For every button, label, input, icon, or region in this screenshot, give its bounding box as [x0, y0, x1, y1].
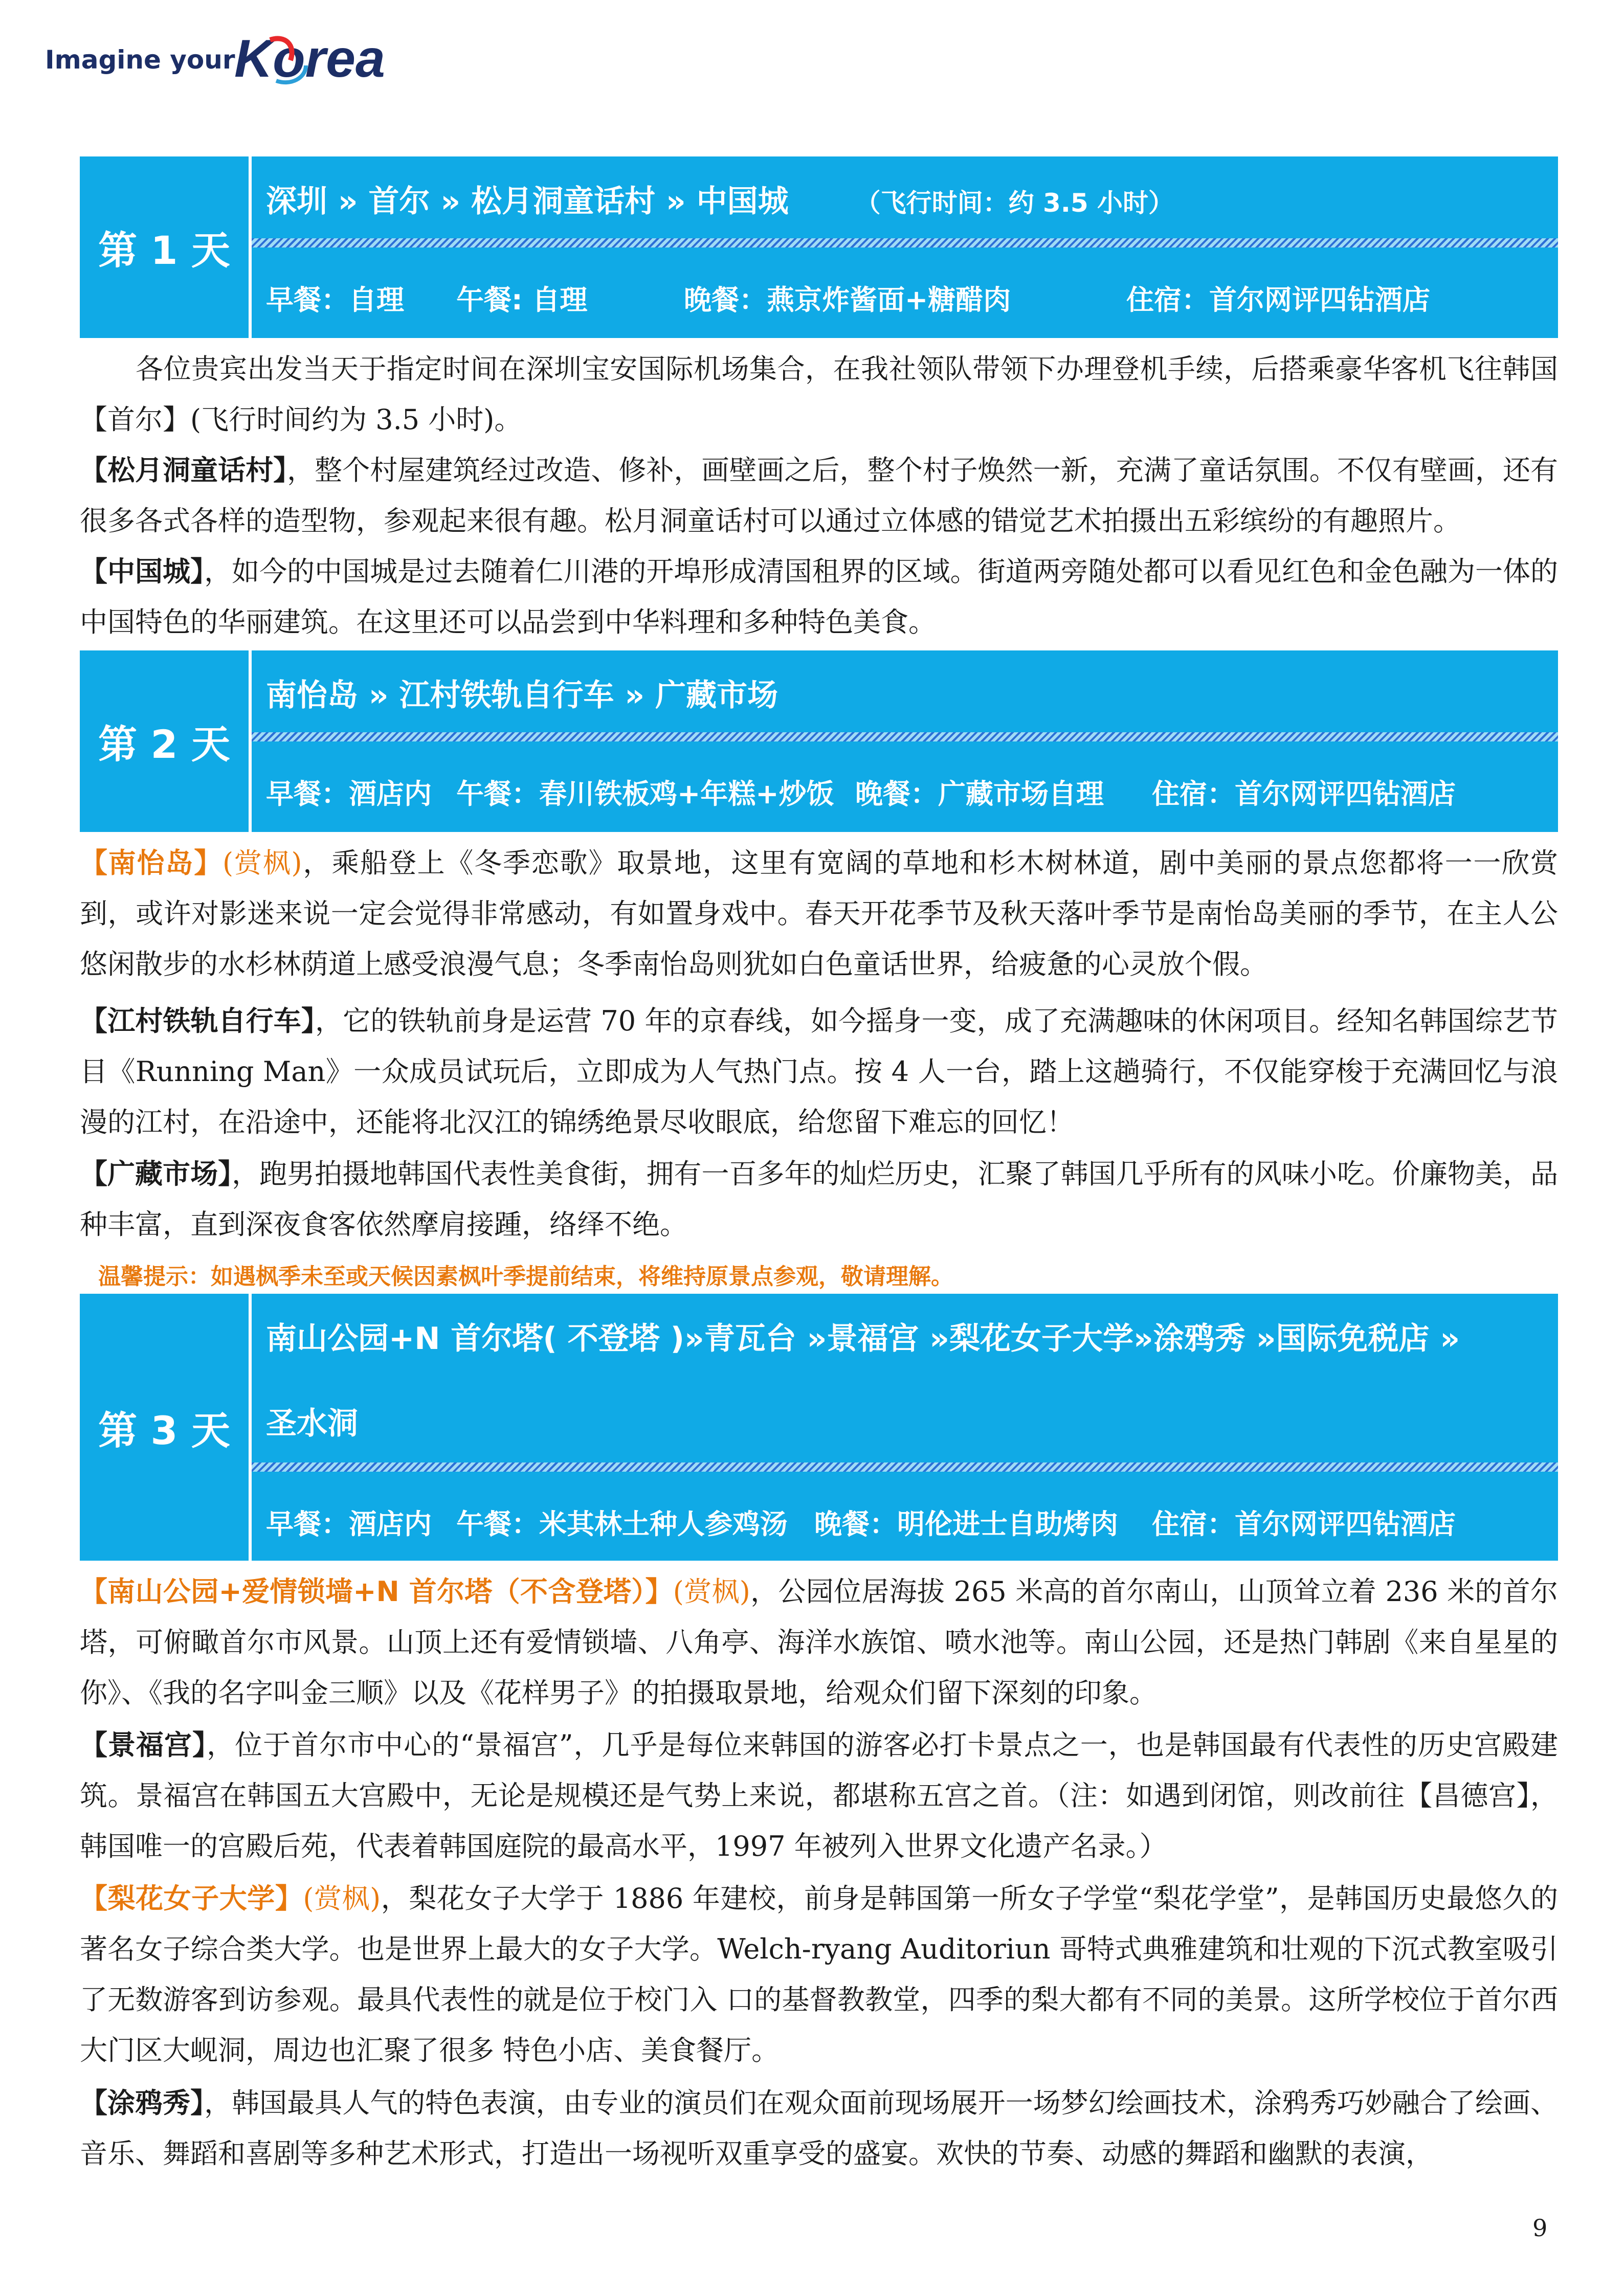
- day1-header: [80, 156, 1558, 338]
- day1-flight-time: （飞行时间：约 3.5 小时）: [855, 188, 1174, 218]
- day3-namsan-text: ，公园位居海拔 265 米高的首尔南山，山顶耸立着 236 米的首尔塔，可俯瞰首尔市风景。山顶上还有爱情锁墙、八角亭、海洋水族馆、喷水池等。南山公园，还是热门韩剧《来自星星的你》、《我的名字叫金三顺》以及《花样男子》的拍摄取景地，给观众们留下深刻的印象。: [80, 1575, 1559, 1709]
- day2-para-gwangjang: [80, 1149, 1558, 1250]
- logo-prefix: Imagine your: [45, 45, 235, 75]
- day3-para-namsan: [80, 1566, 1558, 1718]
- day2-nami-tag: (赏枫): [223, 847, 302, 879]
- day2-gwangjang-text: ，跑男拍摄地韩国代表性美食街，拥有一百多年的灿烂历史，汇聚了韩国几乎所有的风味小吃。价廉物美，品种丰富，直到深夜食客依然摩肩接踵，络绎不绝。: [80, 1158, 1559, 1241]
- day3-hotel: 住宿：首尔网评四钻酒店: [1152, 1508, 1456, 1540]
- day2-nami-head: 【南怡岛】: [80, 847, 223, 879]
- day3-route-line2: 圣水洞: [266, 1406, 358, 1442]
- day3-para-ewha: [80, 1873, 1558, 2076]
- day3-painters-text: ，韩国最具人气的特色表演，由专业的演员们在观众面前现场展开一场梦幻绘画技术，涂鸦秀巧妙融合了绘画、音乐、舞蹈和喜剧等多种艺术形式，打造出一场视听双重享受的盛宴。欢快的节奏、动感的舞蹈和幽默的表演，: [80, 2087, 1559, 2170]
- page-number: 9: [1532, 2214, 1548, 2242]
- day2-para-nami: [80, 838, 1558, 989]
- day2-railbike-head: 【江村铁轨自行车】: [80, 1005, 316, 1037]
- day2-gwangjang-head: 【广藏市场】: [80, 1158, 232, 1190]
- day3-dinner: 晚餐：明伦进士自助烤肉: [814, 1508, 1118, 1540]
- day2-para-railbike: [80, 996, 1558, 1147]
- day2-railbike-text: ，它的铁轨前身是运营 70 年的京春线，如今摇身一变，成了充满趣味的休闲项目。经知名韩国综艺节目《Running Man》一众成员试玩后，立即成为人气热门点。按 4 人一台，踏上这趟骑行，不仅能穿梭于充满回忆与浪漫的江村，在沿途中，还能将北汉江的锦绣绝景尽收眼底，给您留下难忘的回忆！: [80, 1005, 1558, 1138]
- day1-hotel: 住宿：首尔网评四钻酒店: [1126, 284, 1430, 316]
- day1-intro-text: 各位贵宾出发当天于指定时间在深圳宝安国际机场集合，在我社领队带领下办理登机手续，后搭乘豪华客机飞往韩国【首尔】(飞行时间约为 3.5 小时)。: [80, 353, 1558, 436]
- day3-namsan-head: 【南山公园+爱情锁墙+N 首尔塔（不含登塔）】: [80, 1575, 673, 1608]
- day3-namsan-tag: (赏枫): [673, 1575, 750, 1608]
- day2-lunch: 午餐：春川铁板鸡+年糕+炒饭: [456, 778, 834, 810]
- divider-hatch: [252, 238, 1558, 247]
- day2-dinner: 晚餐：广藏市场自理: [855, 778, 1104, 810]
- day1-route: [252, 177, 1558, 221]
- day1-lunch: 午餐: 自理: [456, 284, 588, 316]
- day2-header: [80, 650, 1558, 832]
- day3-ewha-head: 【梨花女子大学】: [80, 1882, 303, 1915]
- logo-wordmark: Korea: [234, 30, 385, 88]
- day3-header: [80, 1294, 1558, 1561]
- korea-wordmark-logo: [234, 30, 418, 91]
- day3-ewha-text: ，梨花女子大学于 1886 年建校，前身是韩国第一所女子学堂“梨花学堂”，是韩国历史最悠久的著名女子综合类大学。也是世界上最大的女子大学。Welch-ryang Auditoriun 哥特式典雅建筑和壮观的下沉式教室吸引了无数游客到访参观。最具代表性的就是位于校门入 口的基督教教堂，四季的梨大都有不同的美景。这所学校位于首尔西大门区大岘洞，周边也汇聚了很多 特色小店、美食餐厅。: [80, 1882, 1559, 2066]
- day3-para-painters: [80, 2078, 1558, 2179]
- day3-breakfast: 早餐：酒店内: [266, 1508, 432, 1540]
- day1-para-chinatown: [80, 546, 1558, 647]
- day1-chinatown-head: 【中国城】: [80, 555, 205, 588]
- day3-para-gyeongbokgung: [80, 1720, 1558, 1872]
- day1-para-intro: [80, 344, 1558, 445]
- day2-breakfast: 早餐：酒店内: [266, 778, 432, 810]
- divider-hatch: [252, 732, 1558, 741]
- day2-hotel: 住宿：首尔网评四钻酒店: [1152, 778, 1456, 810]
- day3-ewha-tag: (赏枫): [303, 1882, 381, 1915]
- day1-dinner: 晚餐：燕京炸酱面+糖醋肉: [684, 284, 1011, 316]
- day3-gyeongbokgung-text: ，位于首尔市中心的“景福宫”，几乎是每位来韩国的游客必打卡景点之一，也是韩国最有代表性的历史宫殿建筑。景福宫在韩国五大宫殿中，无论是规模还是气势上来说，都堪称五宫之首。（注：如遇到闭馆，则改前往【昌德宫】，韩国唯一的宫殿后苑，代表着韩国庭院的最高水平，1997 年被列入世界文化遗产名录。）: [80, 1729, 1558, 1862]
- day2-label: 第 2 天: [80, 650, 252, 832]
- divider-hatch: [252, 1462, 1558, 1472]
- day1-label: 第 1 天: [80, 156, 252, 338]
- day2-nami-text: ，乘船登上《冬季恋歌》取景地，这里有宽阔的草地和杉木树林道，剧中美丽的景点您都将一一欣赏到，或许对影迷来说一定会觉得非常感动，有如置身戏中。春天开花季节及秋天落叶季节是南怡岛美丽的季节，在主人公悠闲散步的水杉林荫道上感受浪漫气息；冬季南怡岛则犹如白色童话世界，给疲惫的心灵放个假。: [80, 847, 1559, 980]
- day3-label: 第 3 天: [80, 1294, 252, 1561]
- foliage-tip: 温馨提示：如遇枫季未至或天候因素枫叶季提前结束，将维持原景点参观，敬请理解。: [98, 1264, 953, 1290]
- day3-gyeongbokgung-head: 【景福宫】: [80, 1729, 207, 1761]
- day1-songwoldong-head: 【松月洞童话村】: [80, 454, 287, 486]
- day1-para-songwoldong: [80, 445, 1558, 546]
- day2-route: 南怡岛 » 江村铁轨自行车 » 广藏市场: [266, 678, 778, 713]
- day3-painters-head: 【涂鸦秀】: [80, 2087, 205, 2119]
- day1-songwoldong-text: ，整个村屋建筑经过改造、修补，画壁画之后，整个村子焕然一新，充满了童话氛围。不仅有壁画，还有很多各式各样的造型物，参观起来很有趣。松月洞童话村可以通过立体感的错觉艺术拍摄出五彩缤纷的有趣照片。: [80, 454, 1559, 537]
- day3-route-line1: 南山公园+N 首尔塔( 不登塔 )»青瓦台 »景福宫 »梨花女子大学»涂鸦秀 »国际免税店 »: [266, 1321, 1460, 1357]
- day3-lunch: 午餐：米其林土种人参鸡汤: [456, 1508, 788, 1540]
- day1-route-text: 深圳 » 首尔 » 松月洞童话村 » 中国城: [266, 184, 789, 219]
- day1-chinatown-text: ，如今的中国城是过去随着仁川港的开埠形成清国租界的区域。街道两旁随处都可以看见红色和金色融为一体的中国特色的华丽建筑。在这里还可以品尝到中华料理和多种特色美食。: [80, 555, 1559, 638]
- day1-breakfast: 早餐：自理: [266, 284, 404, 316]
